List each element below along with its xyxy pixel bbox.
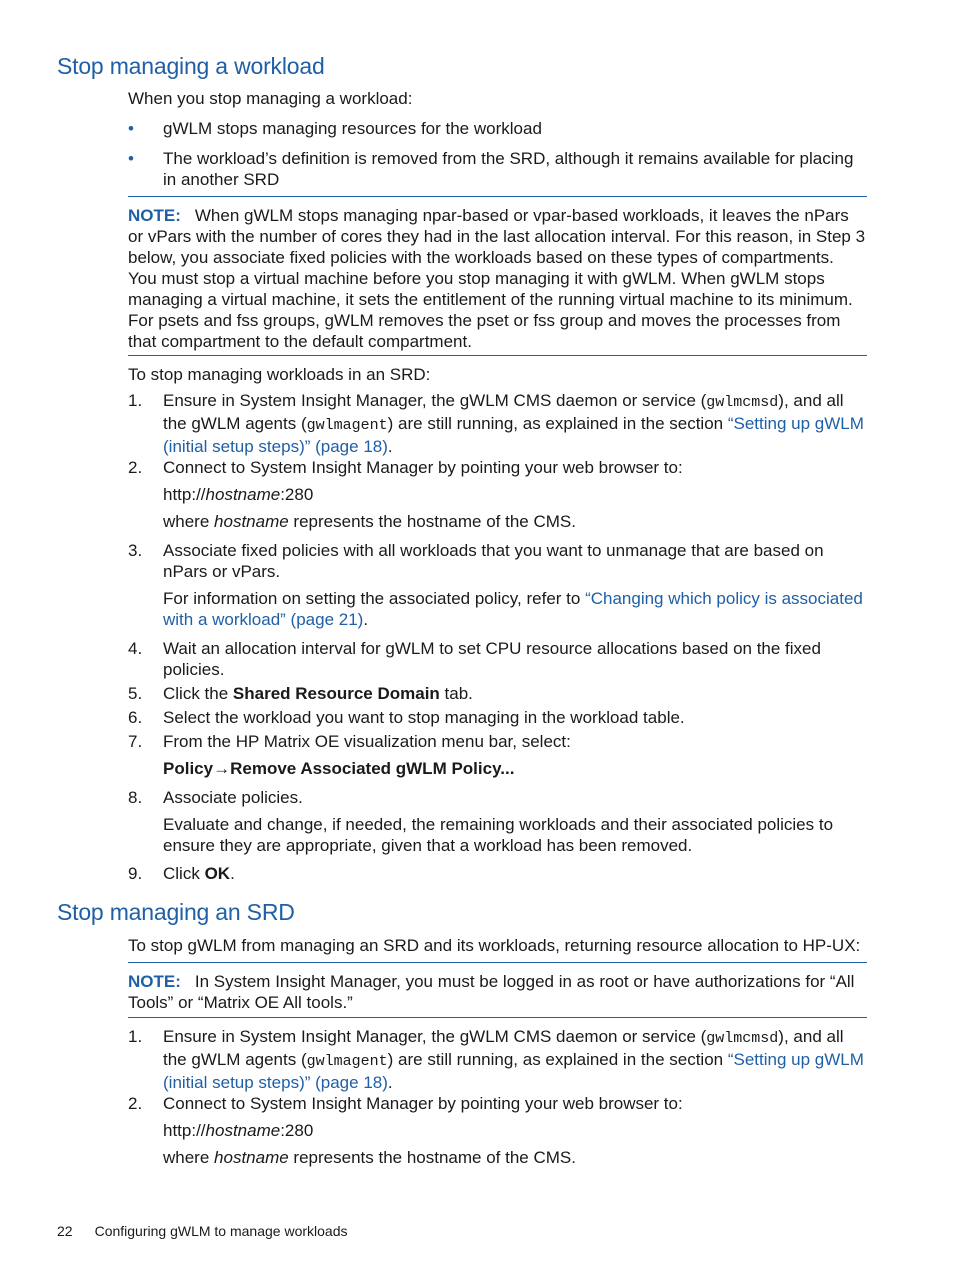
step-number: 5.: [128, 684, 143, 703]
step-1: Ensure in System Insight Manager, the gWLM CMS daemon or service (gwlmcmsd), and all the gWLM agents (gwlmagent) are still running, as explained in the section “Setting up gWLM (initial setup steps)” (page 18).: [163, 1027, 864, 1092]
note-label: NOTE:: [128, 972, 181, 991]
note-text: When gWLM stops managing npar-based or vpar-based workloads, it leaves the nPars or vPars with the number of cores they had in the last allocation interval. For this reason, in Step 3 below, you associate fixed policies with the workloads based on these types of compartments. You must stop a virtual machine before you stop managing it with gWLM. When gWLM stops managing a virtual machine, it sets the entitlement of the running virtual machine to its minimum. For psets and fss groups, gWLM removes the pset or fss group and moves the processes from that compartment to the default compartment.: [128, 206, 866, 351]
step-2: Connect to System Insight Manager by pointing your web browser to:: [163, 458, 683, 477]
link-changing-policy[interactable]: “Changing which policy is associated with a workload” (page 21): [163, 589, 863, 629]
ui-label-ok: OK: [204, 864, 231, 883]
step-2-url: http://hostname:280: [163, 485, 314, 504]
note-block: [128, 205, 866, 352]
bullet-icon: •: [128, 119, 134, 138]
step-2-where: where hostname represents the hostname of the CMS.: [163, 512, 576, 531]
note-top-divider: [128, 962, 867, 963]
step-number: 4.: [128, 639, 143, 658]
step-5: Click the Shared Resource Domain tab.: [163, 684, 473, 703]
note-text: In System Insight Manager, you must be logged in as root or have authorizations for “All Tools” or “Matrix OE All tools.”: [128, 972, 855, 1012]
step-number: 1.: [128, 391, 143, 410]
link-setting-up-gwlm[interactable]: “Setting up gWLM (initial setup steps)” (page 18): [163, 1050, 864, 1092]
step-2-where: where hostname represents the hostname of the CMS.: [163, 1148, 576, 1167]
ui-label-shared-resource-domain: Shared Resource Domain: [232, 684, 440, 703]
step-number: 1.: [128, 1027, 143, 1046]
step-2: Connect to System Insight Manager by pointing your web browser to:: [163, 1094, 683, 1113]
bullet-item: gWLM stops managing resources for the workload: [163, 119, 542, 138]
step-3-info: For information on setting the associated policy, refer to “Changing which policy is associated with a workload” (page 21).: [163, 589, 863, 629]
menu-path: Policy→Remove Associated gWLM Policy...: [163, 759, 515, 778]
step-8-text: Evaluate and change, if needed, the remaining workloads and their associated policies to ensure they are appropriate, given that a workload has been removed.: [163, 815, 834, 855]
step-4: Wait an allocation interval for gWLM to set CPU resource allocations based on the fixed policies.: [163, 639, 821, 679]
step-number: 8.: [128, 788, 143, 807]
step-number: 6.: [128, 708, 143, 727]
page-footer: [57, 1223, 369, 1239]
step-6: Select the workload you want to stop managing in the workload table.: [163, 708, 685, 727]
step-number: 7.: [128, 732, 143, 751]
step-number: 2.: [128, 1094, 143, 1113]
note-block: [128, 971, 866, 1013]
step-2-url: http://hostname:280: [163, 1121, 314, 1140]
note-label: NOTE:: [128, 206, 181, 225]
chapter-title: Configuring gWLM to manage workloads: [94, 1223, 348, 1239]
code-gwlmcmsd: gwlmcmsd: [706, 1030, 779, 1047]
page-number: 22: [57, 1223, 73, 1239]
note-bottom-divider: [128, 1017, 867, 1018]
section-title-stop-managing-srd: Stop managing an SRD: [57, 899, 295, 925]
step-3: Associate fixed policies with all workloads that you want to unmanage that are based on nPars or vPars.: [163, 541, 824, 581]
section1-intro: When you stop managing a workload:: [128, 89, 413, 108]
link-setting-up-gwlm[interactable]: “Setting up gWLM (initial setup steps)” (page 18): [163, 414, 864, 456]
bullet-icon: •: [128, 149, 134, 168]
step-9: Click OK.: [163, 864, 235, 883]
bullet-item: The workload’s definition is removed from the SRD, although it remains available for placing in another SRD: [163, 149, 854, 189]
step-1: Ensure in System Insight Manager, the gWLM CMS daemon or service (gwlmcmsd), and all the gWLM agents (gwlmagent) are still running, as explained in the section “Setting up gWLM (initial setup steps)” (page 18).: [163, 391, 864, 456]
step-8: Associate policies.: [163, 788, 303, 807]
code-gwlmagent: gwlmagent: [306, 1053, 388, 1070]
arrow-right-icon: →: [213, 759, 231, 778]
step-number: 2.: [128, 458, 143, 477]
step-number: 9.: [128, 864, 143, 883]
note-top-divider: [128, 196, 867, 197]
code-gwlmagent: gwlmagent: [306, 417, 388, 434]
code-gwlmcmsd: gwlmcmsd: [706, 394, 779, 411]
note-bottom-divider: [128, 355, 867, 356]
section2-intro: To stop gWLM from managing an SRD and its workloads, returning resource allocation to HP-UX:: [128, 936, 861, 955]
step-7: From the HP Matrix OE visualization menu bar, select:: [163, 732, 571, 751]
steps-intro: To stop managing workloads in an SRD:: [128, 365, 431, 384]
section-title-stop-managing-workload: Stop managing a workload: [57, 53, 325, 79]
step-number: 3.: [128, 541, 143, 560]
